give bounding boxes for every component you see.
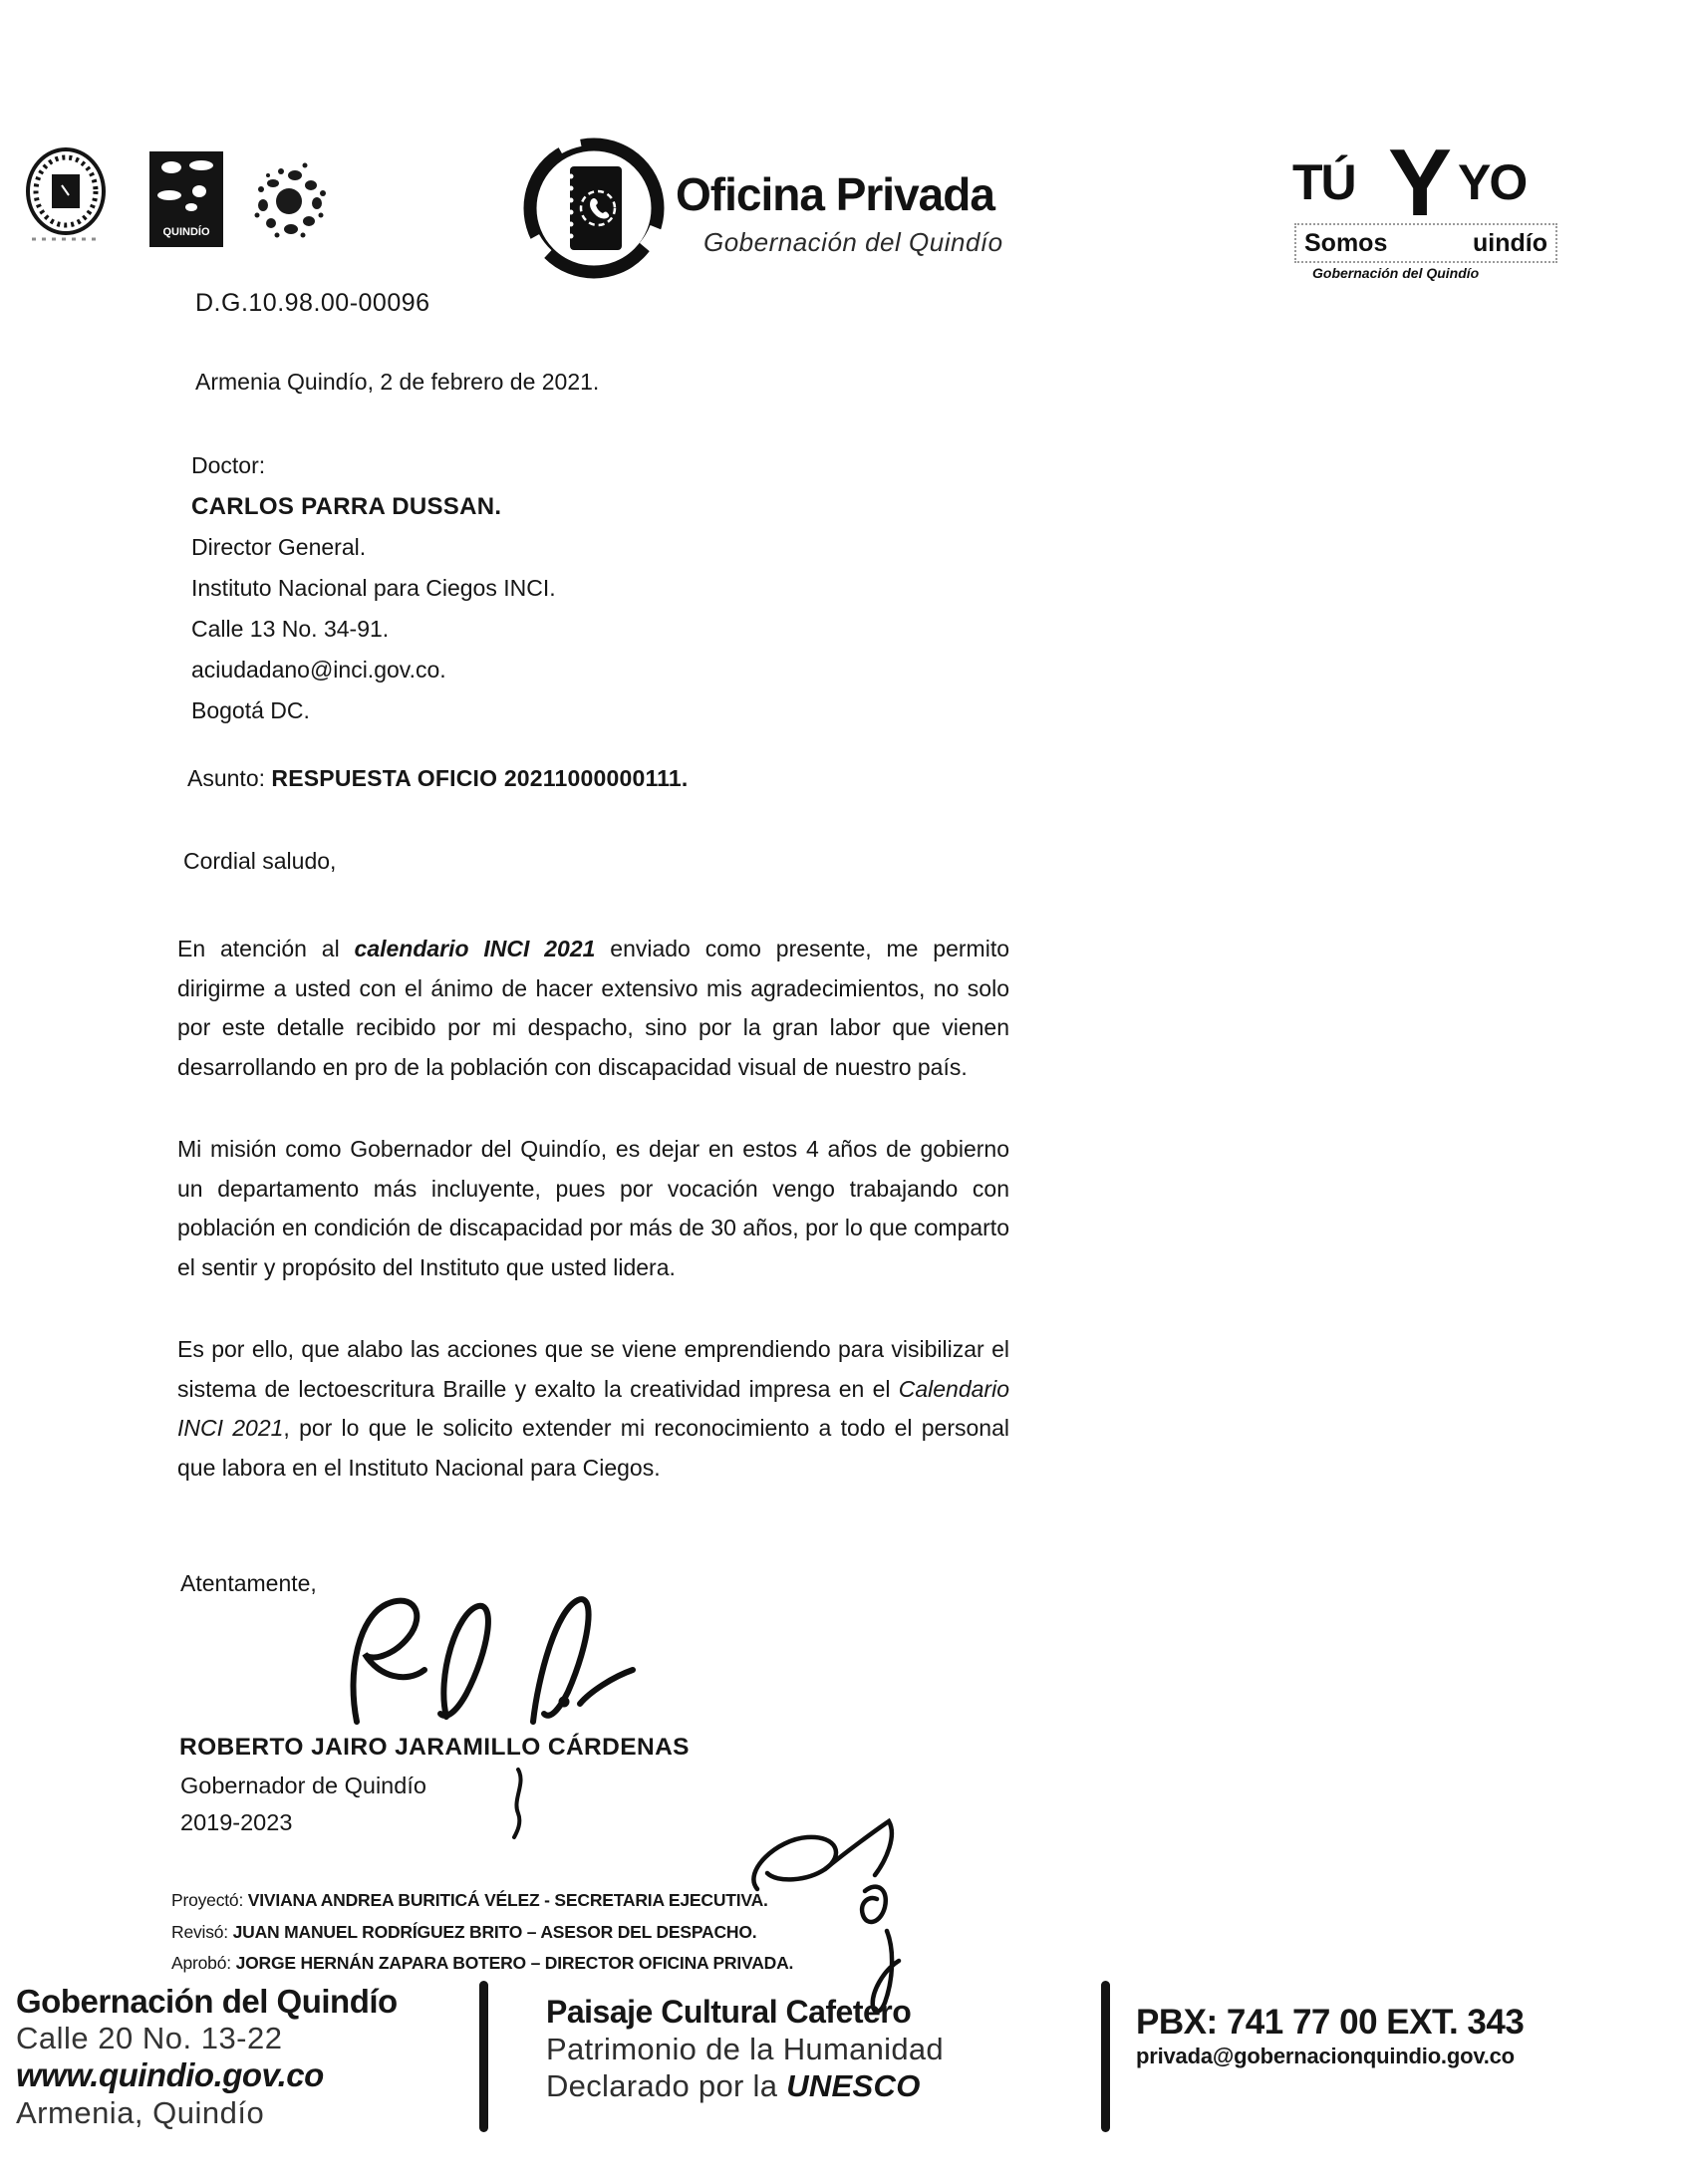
footer-divider-right: [1101, 1981, 1110, 2132]
greeting: Cordial saludo,: [183, 848, 337, 874]
brand-tu-text: TÚ: [1292, 154, 1355, 210]
footer-heritage-line2: Patrimonio de la Humanidad: [546, 2032, 944, 2066]
footer-org-block: [16, 1983, 398, 2131]
closing: Atentamente,: [180, 1570, 317, 1596]
subject-label: Asunto:: [187, 765, 265, 791]
brand-yo-text: YO: [1458, 154, 1527, 210]
brand-somos-text: Somos: [1304, 228, 1388, 257]
footer-org-city: Armenia, Quindío: [16, 2095, 265, 2130]
footer-org-name: Gobernación del Quindío: [16, 1983, 398, 2020]
body-paragraph-3: Es por ello, que alabo las acciones que se viene emprendiendo para visibilizar el sistema de lectoescritura Braille y exalto la creatividad impresa en el Calendario INCI 2021, por lo que le solicito extender mi reconocimiento a todo el personal que labora en el Instituto Nacional para Ciegos.: [177, 1336, 1009, 1481]
tu-y-yo-logo: [1290, 130, 1559, 281]
footer-contact-block: [1136, 2003, 1524, 2070]
recipient-salutation: Doctor:: [191, 452, 266, 478]
recipient-block: [191, 445, 556, 731]
oficina-privada-logo-icon: [518, 133, 670, 289]
pen-mark-icon: [504, 1766, 534, 1845]
footer-org-website: www.quindio.gov.co: [16, 2056, 324, 2093]
office-logo-subtitle: Gobernación del Quindío: [703, 227, 1003, 257]
recipient-organization: Instituto Nacional para Ciegos INCI.: [191, 575, 556, 601]
recipient-name: CARLOS PARRA DUSSAN.: [191, 493, 502, 520]
footer-heritage-title: Paisaje Cultural Cafetero: [546, 1994, 912, 2030]
trailer-aprobo: Aprobó: JORGE HERNÁN ZAPARA BOTERO – DIRECTOR OFICINA PRIVADA.: [171, 1953, 794, 1973]
brand-uindio-text: uindío: [1473, 228, 1547, 257]
body-paragraph-2: Mi misión como Gobernador del Quindío, es dejar en estos 4 años de gobierno un departamento más incluyente, pues por vocación vengo trabajando con población en condición de discapacidad por más de 30 años, por lo que comparto el sentir y propósito del Instituto que usted lidera.: [177, 1136, 1009, 1280]
brand-subtitle: Gobernación del Quindío: [1312, 265, 1480, 281]
recipient-city: Bogotá DC.: [191, 697, 310, 723]
signer-period: 2019-2023: [180, 1809, 293, 1835]
quindio-shield-icon: [149, 151, 223, 247]
oval-seal-icon: [24, 147, 108, 247]
office-logo-title: Oficina Privada: [676, 168, 994, 220]
footer-heritage-block: [546, 1993, 944, 2104]
brand-somos-quindio-box: [1294, 223, 1557, 263]
subject-line: [187, 765, 688, 792]
footer-heritage-line3: Declarado por la UNESCO: [546, 2068, 921, 2103]
trailer-block: [171, 1885, 793, 1980]
leaf-y-icon: Y: [1388, 130, 1453, 236]
recipient-title: Director General.: [191, 534, 367, 560]
footer-pbx: PBX: 741 77 00 EXT. 343: [1136, 2003, 1525, 2042]
signer-title: Gobernador de Quindío: [180, 1773, 426, 1798]
trailer-reviso: Revisó: JUAN MANUEL RODRÍGUEZ BRITO – ASESOR DEL DESPACHO.: [171, 1921, 757, 1942]
dateline: Armenia Quindío, 2 de febrero de 2021.: [195, 369, 600, 395]
body-paragraph-1: En atención al calendario INCI 2021 enviado como presente, me permito dirigirme a usted con el ánimo de hacer extensivo mis agradecimientos, no solo por este detalle recibido por mi despacho, sino por la gran labor que vienen desarrollando en pro de la población con discapacidad visual de nuestro país.: [177, 936, 1009, 1080]
footer-email: privada@gobernacionquindio.gov.co: [1136, 2044, 1515, 2068]
footer-org-address: Calle 20 No. 13-22: [16, 2021, 283, 2055]
floral-emblem-icon: [243, 155, 333, 247]
reference-number: D.G.10.98.00-00096: [195, 289, 430, 317]
letter-body: [177, 930, 1009, 1530]
recipient-address: Calle 13 No. 34-91.: [191, 616, 390, 642]
recipient-email: aciudadano@inci.gov.co.: [191, 657, 446, 682]
subject-value: RESPUESTA OFICIO 20211000000111.: [271, 765, 689, 791]
signer-name: ROBERTO JAIRO JARAMILLO CÁRDENAS: [179, 1734, 690, 1761]
trailer-proyecto: Proyectó: VIVIANA ANDREA BURITICÁ VÉLEZ - SECRETARIA EJECUTIVA.: [171, 1890, 768, 1910]
svg-text:QUINDÍO: QUINDÍO: [162, 226, 210, 238]
footer-unesco-text: UNESCO: [786, 2068, 921, 2103]
footer-divider-left: [479, 1981, 488, 2132]
signature-icon: [329, 1582, 658, 1737]
